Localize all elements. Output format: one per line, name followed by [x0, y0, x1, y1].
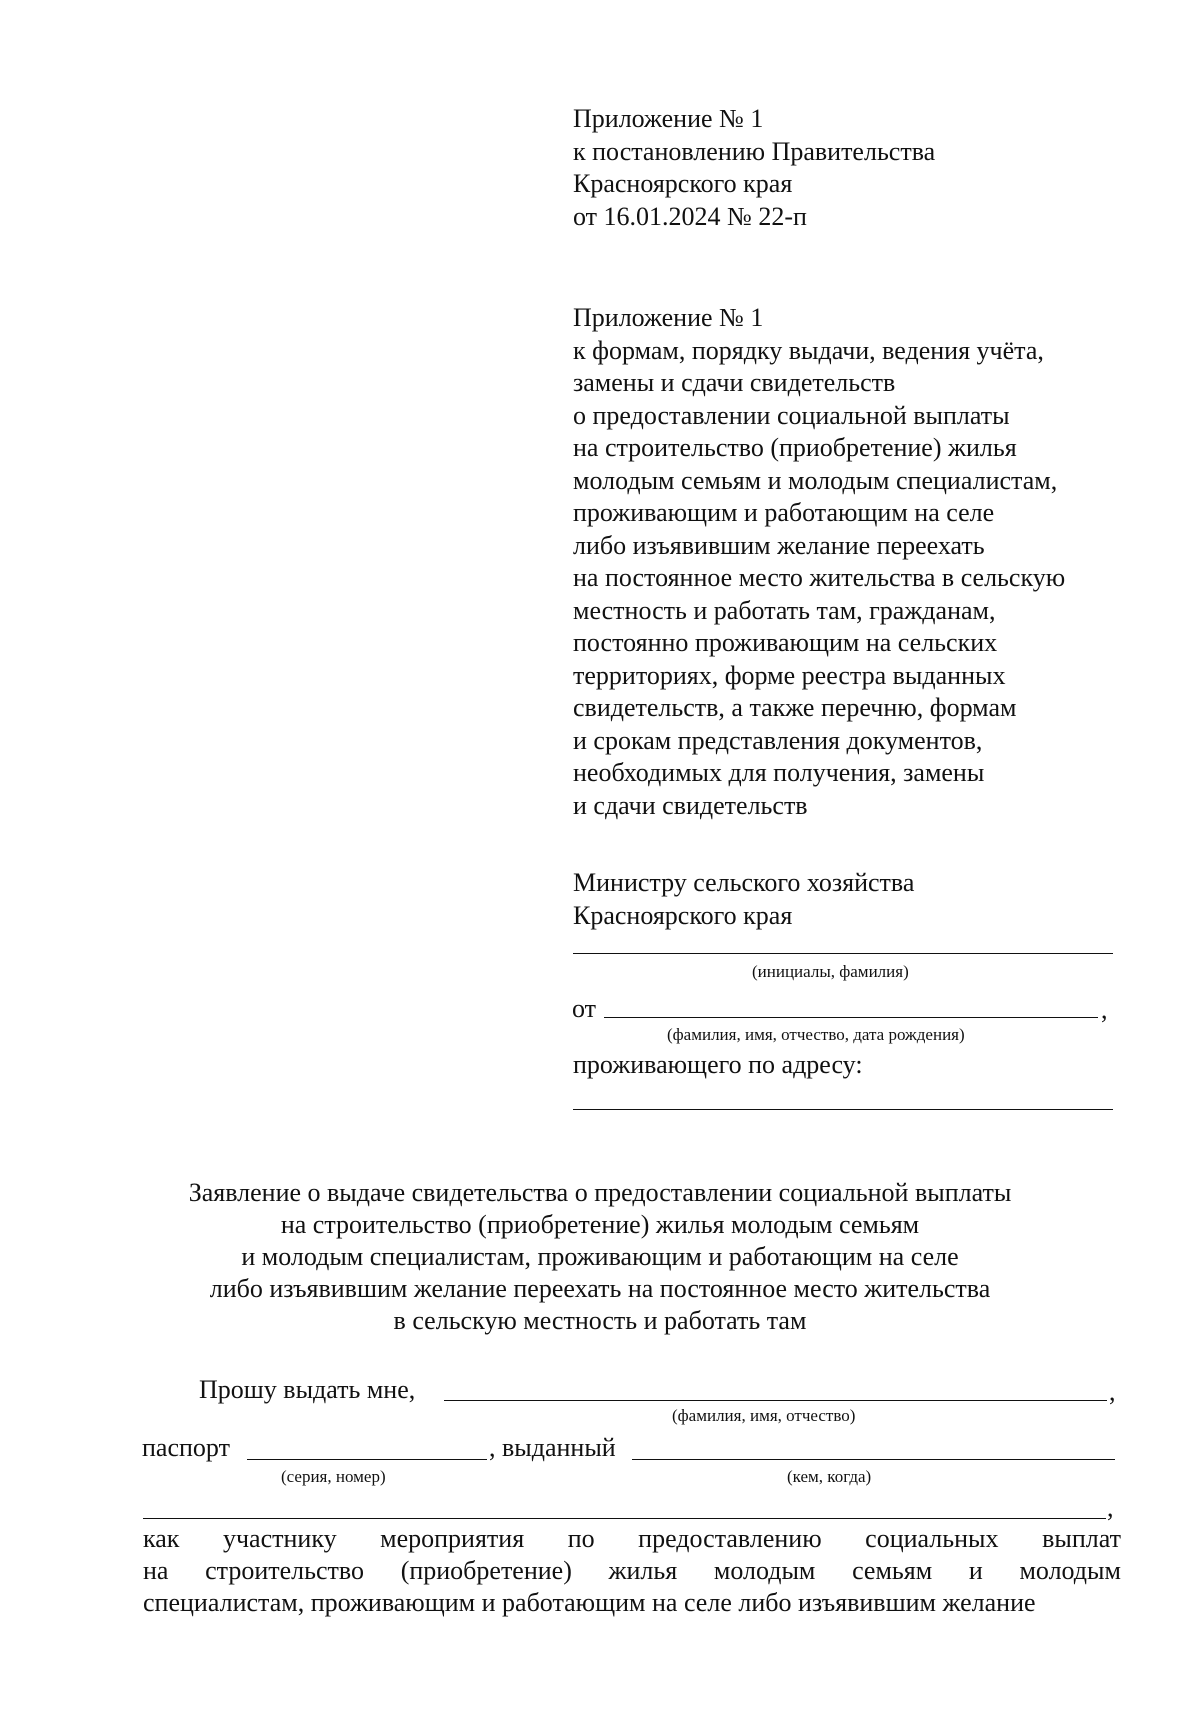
statement-body-line [143, 1555, 1121, 1587]
statement-title-line: и молодым специалистам, проживающим и работающим на селе [241, 1242, 959, 1271]
initials-field[interactable] [573, 953, 1113, 954]
annex-2-line: молодым семьям и молодым специалистам, [573, 465, 1058, 495]
body-word: социальных [865, 1524, 999, 1553]
annex-2-header [573, 302, 1065, 822]
statement-title-line: либо изъявившим желание переехать на постоянное место жительства [209, 1274, 991, 1303]
body-word: участнику [222, 1524, 337, 1553]
statement-title-line: в сельскую местность и работать там [393, 1306, 807, 1335]
initials-caption: (инициалы, фамилия) [752, 962, 909, 981]
statement-body-line [143, 1587, 1121, 1619]
annex-2-line: свидетельств, а также перечню, формам [573, 693, 1017, 722]
request-comma: , [1109, 1377, 1116, 1406]
applicant-details-caption: (фамилия, имя, отчество, дата рождения) [667, 1025, 965, 1044]
annex-1-header [573, 103, 935, 233]
statement-title-line: на строительство (приобретение) жилья молодым семьям [280, 1210, 920, 1239]
body-word: на [143, 1556, 169, 1585]
statement-body [143, 1523, 1121, 1619]
annex-2-line: местность и работать там, гражданам, [573, 595, 996, 625]
full-name-field[interactable] [444, 1400, 1107, 1401]
request-label: Прошу выдать мне, [199, 1375, 416, 1404]
annex-2-line: территориях, форме реестра выданных [573, 660, 1006, 690]
annex-2-line: либо изъявившим желание переехать [573, 530, 985, 560]
addressee-line: Министру сельского хозяйства [573, 868, 915, 897]
full-name-caption: (фамилия, имя, отчество) [672, 1406, 856, 1425]
addressee-block [573, 867, 914, 932]
body-word: и [968, 1556, 983, 1585]
body-word: специалистам, проживающим и работающим на селе либо изъявившим желание [143, 1588, 1036, 1617]
annex-1-line: Красноярского края [573, 169, 793, 198]
from-comma: , [1101, 995, 1108, 1024]
annex-2-line: проживающим и работающим на селе [573, 498, 995, 527]
continuation-comma: , [1107, 1493, 1114, 1522]
body-word: строительство [205, 1556, 365, 1585]
passport-series-number-field[interactable] [247, 1459, 487, 1460]
body-word: мероприятия [380, 1524, 525, 1553]
passport-issuer-field[interactable] [632, 1459, 1115, 1460]
annex-1-line: к постановлению Правительства [573, 136, 936, 166]
body-word: семьям [852, 1556, 933, 1585]
issuer-caption: (кем, когда) [787, 1467, 872, 1486]
from-label: от [572, 994, 597, 1023]
annex-2-line: и срокам представления документов, [573, 725, 983, 755]
annex-2-line: замены и сдачи свидетельств [573, 368, 896, 397]
body-word: как [143, 1524, 180, 1553]
annex-2-line: на постоянное место жительства в сельскую [573, 563, 1066, 592]
body-word: молодым [1019, 1556, 1121, 1585]
annex-1-line: от 16.01.2024 № 22-п [573, 201, 807, 231]
body-word: предоставлению [638, 1524, 822, 1553]
annex-2-line: о предоставлении социальной выплаты [573, 400, 1010, 430]
statement-body-line [143, 1523, 1121, 1555]
annex-2-line: и сдачи свидетельств [573, 790, 808, 820]
annex-2-line: к формам, порядку выдачи, ведения учёта, [573, 335, 1044, 365]
body-word: жилья [608, 1556, 678, 1585]
body-word: (приобретение) [400, 1556, 572, 1585]
applicant-details-field[interactable] [604, 1017, 1098, 1018]
annex-2-line: постоянно проживающим на сельских [573, 628, 998, 657]
body-word: выплат [1042, 1524, 1121, 1553]
annex-2-line: на строительство (приобретение) жилья [573, 433, 1017, 462]
series-number-caption: (серия, номер) [281, 1467, 386, 1486]
annex-2-line: необходимых для получения, замены [573, 758, 985, 787]
body-word: по [567, 1524, 595, 1553]
address-field[interactable] [573, 1109, 1113, 1110]
annex-1-line: Приложение № 1 [573, 104, 764, 133]
annex-2-line: Приложение № 1 [573, 303, 764, 332]
statement-title-line: Заявление о выдаче свидетельства о предоставлении социальной выплаты [188, 1178, 1012, 1207]
continuation-field[interactable] [143, 1518, 1106, 1519]
issued-label: , выданный [489, 1433, 616, 1462]
addressee-line: Красноярского края [573, 900, 793, 930]
statement-title [0, 1177, 1200, 1337]
passport-label: паспорт [142, 1433, 230, 1462]
body-word: молодым [713, 1556, 816, 1585]
residing-label: проживающего по адресу: [573, 1050, 863, 1079]
